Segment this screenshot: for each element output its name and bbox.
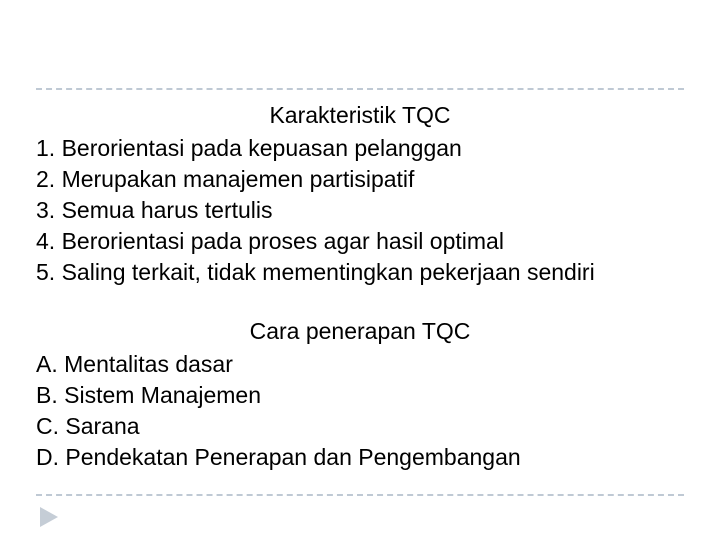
list-item: 5. Saling terkait, tidak mementingkan pekerjaan sendiri	[36, 259, 595, 285]
list-item: D. Pendekatan Penerapan dan Pengembangan	[36, 444, 521, 470]
section-spacer	[36, 288, 684, 316]
section-cara-penerapan	[36, 316, 684, 473]
section-heading: Karakteristik TQC	[269, 102, 451, 128]
divider-top	[36, 88, 684, 90]
divider-bottom	[36, 494, 684, 496]
list-item: B. Sistem Manajemen	[36, 382, 261, 408]
list-item: A. Mentalitas dasar	[36, 351, 233, 377]
list-cara-penerapan	[36, 349, 684, 473]
section-karakteristik	[36, 100, 684, 288]
next-slide-arrow-icon[interactable]	[36, 504, 62, 530]
slide-content	[36, 100, 684, 473]
section-heading: Cara penerapan TQC	[249, 318, 471, 344]
list-item: C. Sarana	[36, 413, 140, 439]
list-karakteristik	[36, 133, 684, 288]
list-item: 4. Berorientasi pada proses agar hasil optimal	[36, 228, 504, 254]
list-item: 1. Berorientasi pada kepuasan pelanggan	[36, 135, 462, 161]
list-item: 2. Merupakan manajemen partisipatif	[36, 166, 415, 192]
list-item: 3. Semua harus tertulis	[36, 197, 273, 223]
